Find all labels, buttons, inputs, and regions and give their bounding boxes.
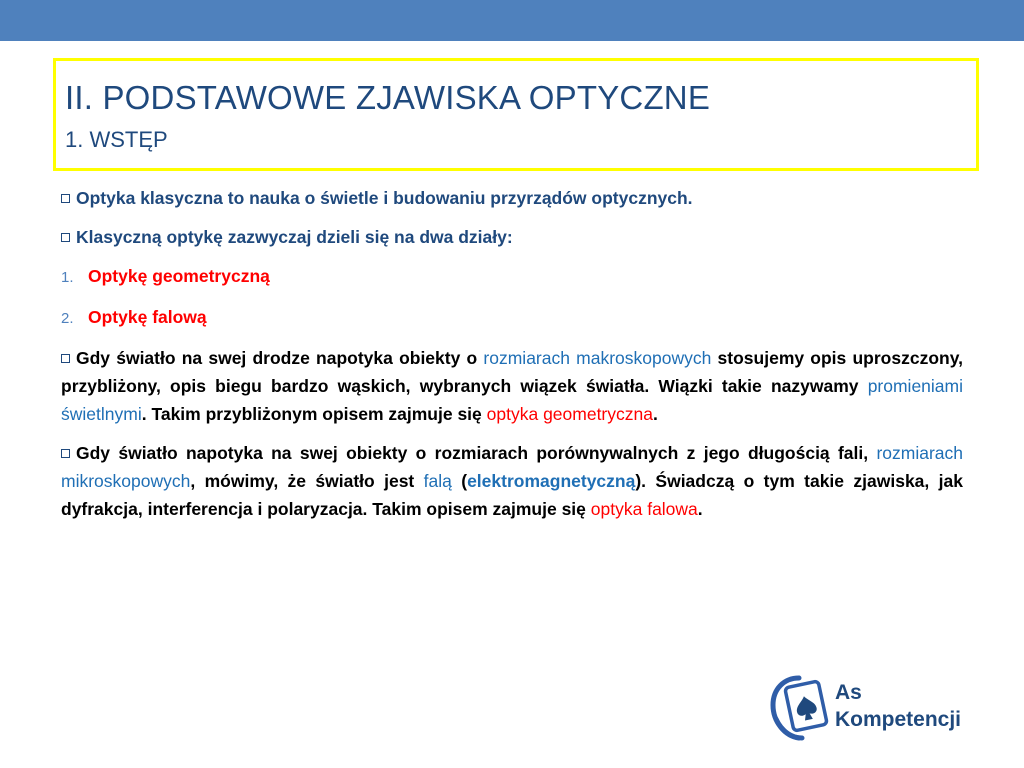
as-kompetencji-logo bbox=[768, 668, 998, 748]
numbered-text: Optykę falową bbox=[88, 307, 207, 327]
text-segment: , mówimy, że światło jest bbox=[190, 471, 424, 491]
text-segment: . bbox=[697, 499, 703, 519]
title-box bbox=[53, 58, 979, 171]
numbered-item-1 bbox=[61, 262, 963, 292]
text-segment: Gdy światło na swej drodze napotyka obiekty o bbox=[76, 348, 484, 368]
highlight-term: rozmiarach makroskopowych bbox=[483, 348, 712, 368]
logo-text-line2: Kompetencji bbox=[835, 708, 962, 731]
bullet-text: Optyka klasyczna to nauka o świetle i budowaniu przyrządów optycznych. bbox=[76, 188, 693, 208]
square-bullet-icon bbox=[61, 354, 70, 363]
paragraph-geometric bbox=[61, 344, 963, 428]
list-number: 1. bbox=[61, 269, 74, 286]
top-bar bbox=[0, 0, 1024, 41]
paragraph-wave bbox=[61, 439, 963, 523]
bullet-item-1 bbox=[61, 184, 963, 212]
slide-title: II. PODSTAWOWE ZJAWISKA OPTYCZNE bbox=[65, 79, 711, 116]
text-segment: . bbox=[652, 404, 658, 424]
highlight-term: optyka geometryczna bbox=[486, 404, 653, 424]
text-segment: Gdy światło napotyka na swej obiekty o rozmiarach porównywalnych z jego długością fali, bbox=[76, 443, 877, 463]
square-bullet-icon bbox=[61, 233, 70, 242]
numbered-text: Optykę geometryczną bbox=[88, 266, 270, 286]
bullet-item-2 bbox=[61, 223, 963, 251]
square-bullet-icon bbox=[61, 194, 70, 203]
highlight-term: promieniami świetlnymi bbox=[61, 376, 963, 424]
text-segment: . Takim przybliżonym opisem zajmuje się bbox=[141, 404, 487, 424]
highlight-term: rozmiarach mikroskopowych bbox=[61, 443, 963, 491]
list-number: 2. bbox=[61, 310, 74, 327]
slide-subtitle: 1. WSTĘP bbox=[65, 127, 168, 152]
text-segment: stosujemy opis uproszczony, przybliżony, opis biegu bardzo wąskich, wybranych wiązek światła. Wiązki takie nazywamy bbox=[61, 348, 963, 396]
square-bullet-icon bbox=[61, 449, 70, 458]
bullet-text: Klasyczną optykę zazwyczaj dzieli się na dwa działy: bbox=[76, 227, 513, 247]
highlight-term: falą bbox=[423, 471, 452, 491]
logo-text-line1: As bbox=[835, 681, 862, 704]
highlight-term: elektromagnetyczną bbox=[467, 471, 636, 491]
highlight-term: optyka falowa bbox=[590, 499, 698, 519]
slide-content bbox=[61, 184, 963, 534]
numbered-item-2 bbox=[61, 303, 963, 333]
text-segment: ( bbox=[451, 471, 468, 491]
spade-card-icon bbox=[768, 672, 830, 744]
text-segment: ). Świadczą o tym takie zjawiska, jak dyfrakcja, interferencja i polaryzacja. Takim opisem zajmuje się bbox=[61, 471, 963, 519]
